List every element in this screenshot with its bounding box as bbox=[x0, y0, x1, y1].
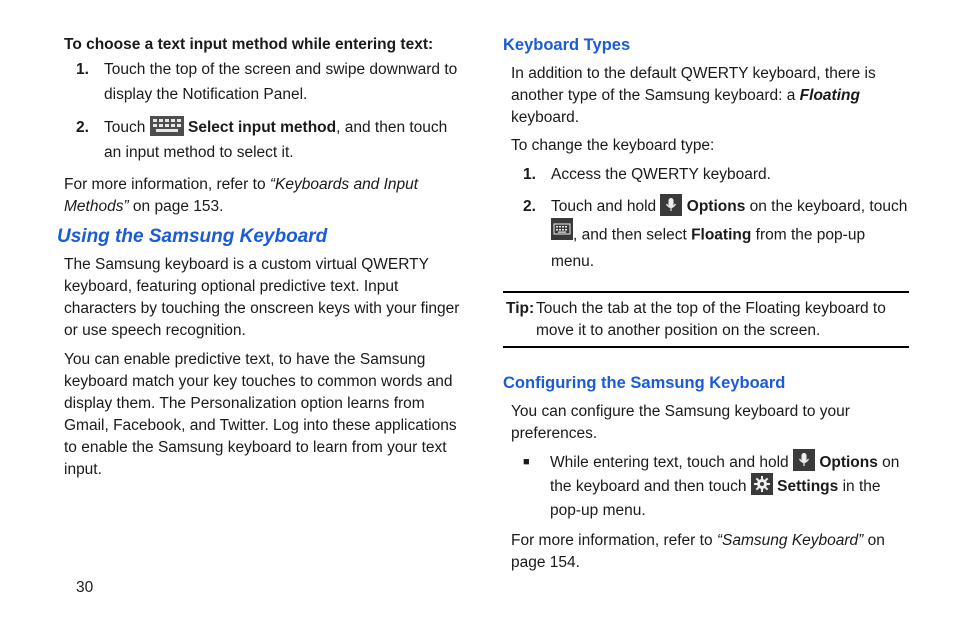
microphone-icon bbox=[660, 194, 682, 216]
cross-reference: For more information, refer to “Keyboards and Input Methods” on page 153. bbox=[64, 176, 419, 215]
step-text: Access the QWERTY keyboard. bbox=[551, 166, 771, 183]
tip-box bbox=[503, 291, 909, 348]
list-item bbox=[503, 451, 909, 523]
step-number: 1. bbox=[76, 61, 89, 78]
left-column bbox=[57, 34, 464, 481]
tip-label: Tip: bbox=[506, 299, 535, 317]
step-number: 1. bbox=[523, 166, 536, 183]
step-number: 2. bbox=[523, 198, 536, 215]
run-in-heading: To choose a text input method while entering text: bbox=[64, 36, 434, 53]
reference-link: “Samsung Keyboard” bbox=[716, 531, 864, 549]
keyboard-icon bbox=[150, 116, 184, 136]
gear-icon bbox=[751, 473, 773, 495]
list-item bbox=[64, 58, 464, 107]
section-heading: Configuring the Samsung Keyboard bbox=[503, 373, 786, 392]
section-heading: Using the Samsung Keyboard bbox=[57, 226, 328, 247]
keyboard-icon bbox=[551, 218, 573, 249]
right-column bbox=[503, 34, 909, 574]
paragraph: To change the keyboard type: bbox=[511, 137, 715, 154]
paragraph: The Samsung keyboard is a custom virtual QWERTY keyboard, featuring optional predictive text. Input characters by touching the onscreen keys with your finger or use speech recognition. bbox=[64, 256, 460, 339]
tip-text: Touch the tab at the top of the Floating keyboard to move it to another position on the screen. bbox=[536, 299, 886, 339]
step-text: Touch and hold Options on the keyboard, touch , and then select Floating from the pop-up menu. bbox=[551, 195, 909, 275]
cross-reference: For more information, refer to “Samsung Keyboard” on page 154. bbox=[511, 531, 885, 571]
bullet-text: While entering text, touch and hold Options on the keyboard and then touch Settings in the pop-up menu. bbox=[550, 451, 909, 523]
step-number: 2. bbox=[76, 119, 89, 136]
list-item bbox=[503, 195, 909, 275]
microphone-icon bbox=[793, 449, 815, 471]
bullet-marker: ■ bbox=[523, 455, 530, 468]
paragraph: You can enable predictive text, to have the Samsung keyboard match your key touches to common words and display them. The Personalization option learns from Gmail, Facebook, and Twitter. Log into these applications to enable the Samsung keyboard to learn from your text input. bbox=[64, 351, 457, 478]
step-text: Touch the top of the screen and swipe downward to display the Notification Panel. bbox=[104, 61, 458, 103]
reference-link: “Keyboards and Input Methods” bbox=[64, 176, 419, 215]
list-item bbox=[64, 116, 464, 165]
paragraph: You can configure the Samsung keyboard to your preferences. bbox=[511, 402, 850, 442]
page-number: 30 bbox=[76, 579, 94, 596]
step-text: Touch Select input method, and then touch an input method to select it. bbox=[104, 116, 464, 165]
section-heading: Keyboard Types bbox=[503, 36, 631, 54]
list-item bbox=[503, 164, 909, 186]
paragraph: In addition to the default QWERTY keyboard, there is another type of the Samsung keyboard: a Floating keyboard. bbox=[511, 65, 876, 126]
